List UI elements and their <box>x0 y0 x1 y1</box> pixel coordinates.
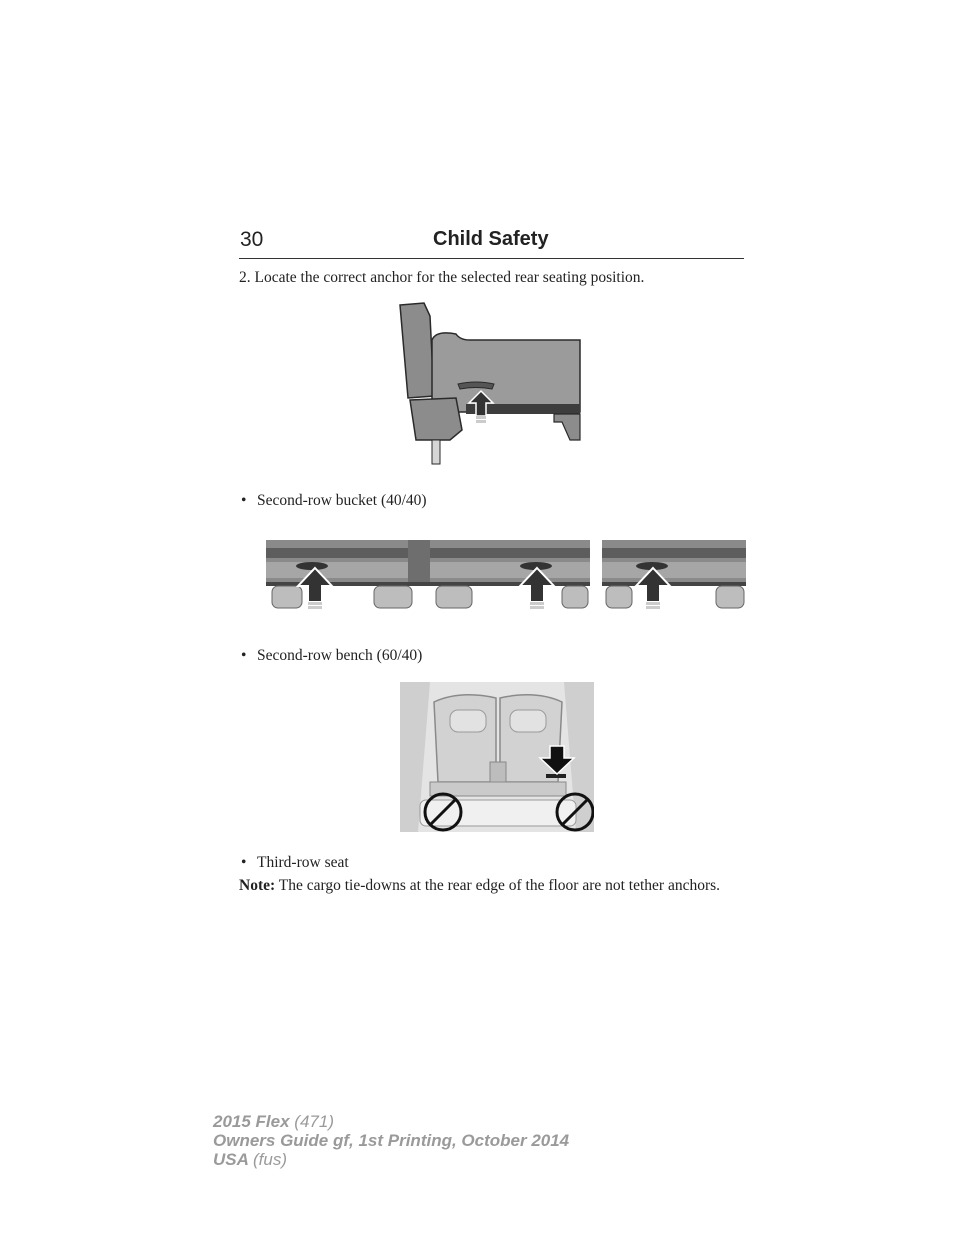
footer <box>213 1112 569 1169</box>
footer-market: USA <box>213 1150 249 1169</box>
footer-model: 2015 Flex <box>213 1112 290 1131</box>
note-text: The cargo tie-downs at the rear edge of the floor are not tether anchors. <box>278 877 721 894</box>
bullet-third-row <box>241 854 349 872</box>
header-rule <box>239 258 744 259</box>
bullet-label: Second-row bench (60/40) <box>257 647 423 664</box>
page-number: 30 <box>240 228 264 251</box>
note-label: Note: <box>239 877 276 894</box>
footer-guide: Owners Guide gf, 1st Printing, October 2014 <box>213 1131 570 1150</box>
bullet-second-row-bench <box>241 647 422 665</box>
third-row-seat-figure <box>400 682 594 832</box>
footer-model-code: (471) <box>294 1112 334 1131</box>
footer-market-code: (fus) <box>253 1150 287 1169</box>
bullet-glyph: • <box>241 854 247 871</box>
bullet-label: Third-row seat <box>257 854 349 871</box>
note-paragraph <box>239 877 739 894</box>
section-title: Child Safety <box>433 228 549 250</box>
bullet-label: Second-row bucket (40/40) <box>257 492 427 509</box>
bullet-glyph: • <box>241 492 247 509</box>
step-2-text: 2. Locate the correct anchor for the selected rear seating position. <box>239 269 645 286</box>
bullet-second-row-bucket <box>241 492 427 510</box>
bucket-seat-side-figure <box>396 300 586 468</box>
bullet-glyph: • <box>241 647 247 664</box>
bench-seat-rear-figure <box>264 538 746 612</box>
